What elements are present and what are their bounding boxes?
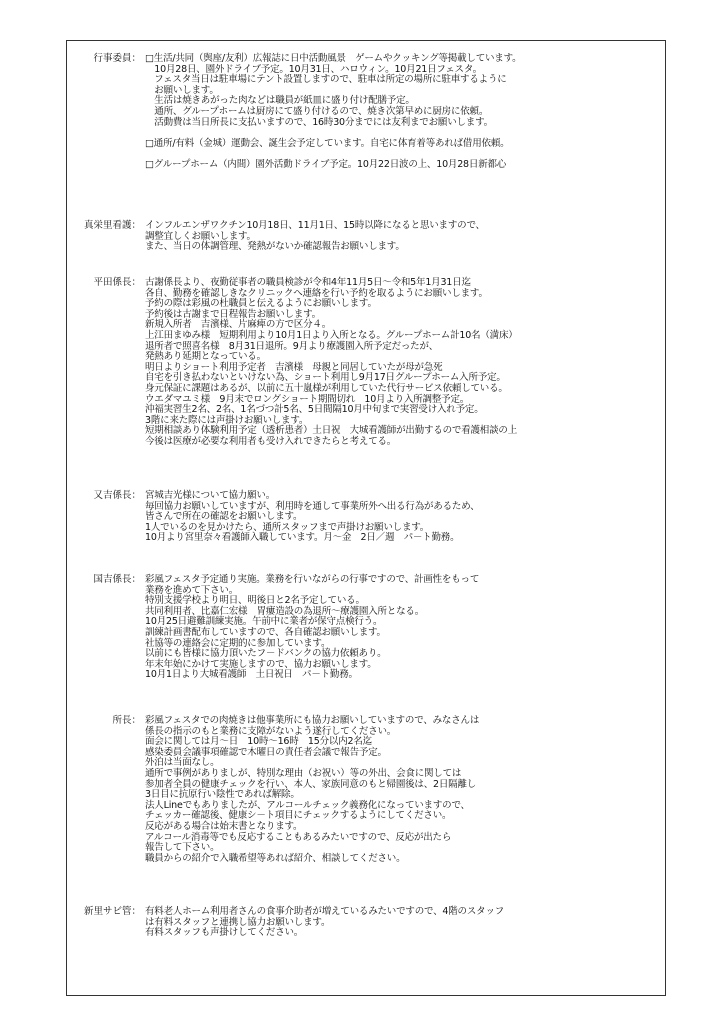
text-line: お願いします。 bbox=[145, 84, 219, 96]
text-line: 調整宜しくお願いします。 bbox=[145, 230, 256, 242]
text-line: 特別支援学校より明日、明後日と2名予定している。 bbox=[145, 595, 365, 607]
text-line: 報告して下さい。 bbox=[145, 842, 220, 854]
text-line: 予約後は古謝まで日程報告お願いします。 bbox=[145, 308, 321, 320]
text-line: 退所者で照喜名様 8月31日退所。9月より療護園入所予定だったが、 bbox=[145, 340, 439, 352]
section-body bbox=[145, 716, 661, 864]
section-label: 国吉係長： bbox=[93, 574, 141, 585]
text-line: 宮城吉光様について協力願い。 bbox=[145, 490, 276, 501]
section-body bbox=[145, 278, 661, 448]
text-line: 共同利用者、比嘉仁宏様 胃瘻造設の為退所～療護園入所となる。 bbox=[145, 605, 425, 617]
section-body bbox=[145, 907, 661, 939]
text-line: 10月より宮里奈々看護師入職しています。月～金 2日／週 パ－ト勤務。 bbox=[145, 532, 460, 544]
text-line: インフルエンザワクチン10月18日、11月1日、15時以降になると思いますので、 bbox=[145, 220, 485, 231]
text-line: 有料スタッフも声掛けしてください。 bbox=[145, 927, 304, 939]
text-line: 毎回協力お願いしていますが、利用時を通して事業所外へ出る行為があるため、 bbox=[145, 500, 480, 512]
text-line: 各自、勤務を確認しきなクリニックへ連絡を行い予約を取るようにお願いします。 bbox=[145, 287, 488, 299]
text-line: 通所で事例がありましが、特別な理由（お祝い）等の外出、会食に関しては bbox=[145, 767, 462, 779]
text-line: 沖福実習生2名、2名、1名づつ計5名、5日間隔10月中旬まで実習受け入れ予定。 bbox=[145, 404, 484, 416]
text-line: 面会に関しては月～日 10時～16時 15分以内2名迄 bbox=[145, 736, 372, 748]
text-line: 3階に来た際には声掛けお願いします。 bbox=[145, 414, 309, 426]
section-label: 又吉係長： bbox=[93, 490, 141, 501]
text-line: 発熱あり延期となっている。 bbox=[145, 351, 266, 363]
section-label: 平田係長： bbox=[93, 277, 141, 288]
text-line: 10月25日避難訓練実施。午前中に業者が保守点検行う。 bbox=[145, 616, 383, 628]
text-line: 外泊は当面なし。 bbox=[145, 757, 220, 769]
text-line: 係長の指示のもと業務に支障がないよう遂行してください。 bbox=[145, 725, 397, 737]
text-line: 年末年始にかけて実施しますので、協力お願いします。 bbox=[145, 658, 377, 670]
text-line: □グループホーム（内間）園外活動ドライブ予定。10月22日波の上、10月28日新都心 bbox=[145, 158, 507, 170]
text-line: 感染委員会議事項確認で木曜日の責任者会議で報告予定。 bbox=[145, 746, 387, 758]
text-line: 10月1日より大城看護師 土日祝日 パ－ト勤務。 bbox=[145, 669, 358, 681]
text-line: □生活/共同（舆座/友利）広報誌に日中活動風景 ゲームやクッキング等掲載しています。 bbox=[145, 53, 522, 64]
text-line: 法人Lineでもありましたが、アルコールチェック義務化になっていますので、 bbox=[145, 799, 470, 811]
text-line: 古謝係長より、夜勤従事者の職員検診が令和4年11月5日～令和5年1月31日迄 bbox=[145, 277, 471, 288]
section-body bbox=[145, 221, 661, 253]
text-line: 自宅を引き払わないといけない為、ショート利用し9月17日グループホーム入所予定。 bbox=[145, 372, 506, 384]
text-line: 通所、グループホームは厨房にて盛り付けるので、焼き次第早めに厨房に依頼。 bbox=[145, 105, 489, 117]
text-line: 参加者全員の健康チェックを行い、本人、家族同意のもと帰園後は、2日隔離し bbox=[145, 778, 477, 790]
text-line: 生活は焼きあがった肉などは職員が紙皿に盛り付け配膳予定。 bbox=[145, 95, 415, 107]
text-line: 上江田まゆみ様 短期利用より10月1日より入所となる。グループホーム計10名（満床） bbox=[145, 329, 518, 341]
section-body bbox=[145, 575, 661, 681]
text-line: 職員からの紹介で入職希望等あれば紹介、相談してください。 bbox=[145, 852, 406, 864]
text-line: 反応がある場合は始末書となります。 bbox=[145, 820, 303, 832]
text-line: 活動費は当日所長に支払いますので、16時30分までには友利までお願いします。 bbox=[145, 116, 493, 128]
text-line: 3日目に抗原行い陰性であれば解除。 bbox=[145, 789, 300, 801]
text-line: 今後は医療が必要な利用者も受け入れできたらと考えてる。 bbox=[145, 435, 397, 447]
text-line: 予約の際は彩風の杜職員と伝えるようにお願いします。 bbox=[145, 298, 377, 310]
text-line: は有料スタッフと連携し協力お願いします。 bbox=[145, 916, 331, 928]
text-line: 有料老人ホーム利用者さんの食事介助者が増えているみたいですので、4階のスタッフ bbox=[145, 906, 505, 917]
section-body bbox=[145, 491, 661, 544]
text-line: 社協等の連絡会に定期的に参加しています。 bbox=[145, 637, 331, 649]
text-line: チェッカー確認後、健康シ－ト項目にチェックするようにしてください。 bbox=[145, 810, 452, 822]
text-line: また、当日の体調管理、発熱がないか確認報告お願いします。 bbox=[145, 241, 405, 253]
document-frame bbox=[66, 40, 666, 996]
text-line: 短期相談あり体験利用予定（透析患者）土日祝 大城看護師が出勤するので看護相談の上 bbox=[145, 425, 518, 437]
text-line: 訓練計画書配布していますので、各自確認お願いします。 bbox=[145, 626, 386, 638]
text-line: 業務を進めて下さい。 bbox=[145, 584, 239, 596]
text-line: 明日よりショート利用予定者 吉濱様 母親と同居していたが母が急死 bbox=[145, 361, 443, 373]
text-line: 1人でいるのを見かけたら、通所スタッフまで声掛けお願いします。 bbox=[145, 521, 430, 533]
text-line: 彩風フェスタでの肉焼きは他事業所にも協力お願いしていますので、みなさんは bbox=[145, 715, 480, 726]
text-line: 以前にも皆様に協力頂いたフ－ドバンクの協力依頼あり。 bbox=[145, 648, 387, 660]
text-line: 新規入所者 吉濱様、片麻痺の方で区分４。 bbox=[145, 319, 332, 331]
text-line: 皆さんで所在の確認をお願いします。 bbox=[145, 511, 303, 523]
text-line: 彩風フェスタ予定通り実施。業務を行いながらの行事ですので、計画性をもって bbox=[145, 574, 480, 585]
text-line: 10月28日、園外ドライブ予定。10月31日、ハロウィン。10月21日フェスタ。 bbox=[145, 63, 482, 75]
section-label: 所長： bbox=[112, 715, 141, 726]
text-line: フェスタ当日は駐車場にテント設置しますので、駐車は所定の場所に駐車するように bbox=[145, 74, 507, 86]
text-line: □通所/有料（金城）運動会、誕生会予定しています。自宅に体育着等あれば借用依頼。 bbox=[145, 137, 510, 149]
section-label: 新里サビ管： bbox=[83, 906, 141, 917]
text-line: ウエダマユミ様 9月末でロングショート期間切れ 10月より入所調整予定。 bbox=[145, 393, 470, 405]
section-label: 真栄里看護： bbox=[83, 220, 141, 231]
text-line: アルコール消毒等でも反応することもあるみたいですので、反応が出たら bbox=[145, 831, 452, 843]
text-line: 身元保証に課題はあるが、以前に五十嵐様が利用していた代行サービス依頼している。 bbox=[145, 382, 508, 394]
section-body bbox=[145, 54, 661, 171]
section-label: 行事委員： bbox=[93, 53, 141, 64]
